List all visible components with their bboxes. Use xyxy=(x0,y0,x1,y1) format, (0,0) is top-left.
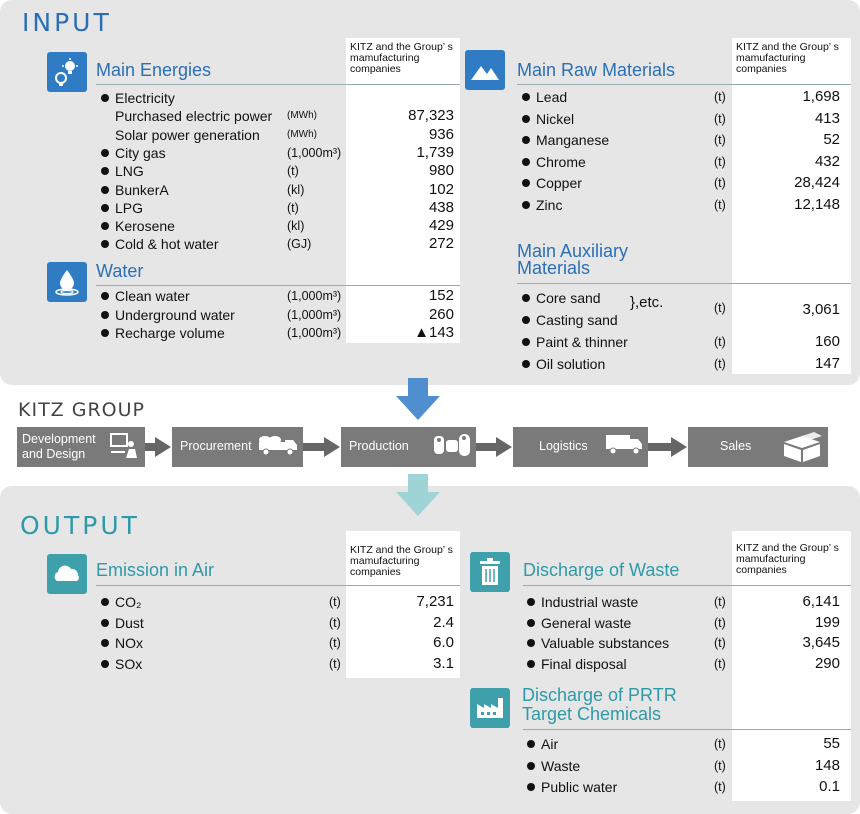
list-item xyxy=(101,199,456,217)
item-label: Electricity xyxy=(115,90,175,106)
item-value: 980 xyxy=(428,162,454,180)
pipe-fittings-icon xyxy=(432,432,472,463)
lightbulb-plug-icon xyxy=(47,52,87,92)
item-value: 0.1 xyxy=(819,778,840,795)
list-item xyxy=(527,757,842,775)
item-value: 52 xyxy=(823,131,840,148)
item-unit: (1,000m³) xyxy=(287,326,342,340)
item-unit: (t) xyxy=(329,656,341,671)
item-label: Paint & thinner xyxy=(536,334,628,350)
item-value: 3,645 xyxy=(802,634,840,651)
list-item xyxy=(522,110,842,128)
arrow-down-output-icon xyxy=(394,474,442,518)
item-label: Solar power generation xyxy=(115,126,260,143)
item-unit: (t) xyxy=(714,737,726,751)
list-item xyxy=(522,355,842,373)
sand-brace-etc: },etc. xyxy=(630,294,664,311)
factory-icon xyxy=(470,688,510,728)
flow-arrow-icon xyxy=(324,437,340,457)
emission-title: Emission in Air xyxy=(96,560,215,580)
item-unit: (t) xyxy=(329,636,341,650)
bullet-icon xyxy=(527,619,535,627)
item-value: 438 xyxy=(428,198,454,216)
item-unit: (t) xyxy=(329,615,341,630)
raw-materials-title: Main Raw Materials xyxy=(517,60,676,80)
flow-step-label: Development xyxy=(22,432,96,446)
item-value: 152 xyxy=(428,287,454,304)
waste-rule xyxy=(523,585,851,586)
item-value: 160 xyxy=(814,333,840,350)
mountain-icon xyxy=(465,50,505,90)
item-unit: (MWh) xyxy=(287,128,317,140)
item-label: Underground water xyxy=(115,306,235,323)
list-item xyxy=(101,634,456,652)
item-value: 7,231 xyxy=(416,593,454,610)
bullet-icon xyxy=(527,783,535,791)
item-value: 260 xyxy=(428,305,454,323)
prtr-title-2: Target Chemicals xyxy=(522,704,662,724)
item-value: 199 xyxy=(814,613,840,631)
item-value: 6.0 xyxy=(433,634,454,651)
item-unit: (t) xyxy=(714,595,726,609)
item-label: Chrome xyxy=(536,153,586,170)
list-item xyxy=(527,593,842,611)
list-item xyxy=(101,235,456,253)
item-label: SOx xyxy=(115,655,143,672)
kitz-group-title: KITZ GROUP xyxy=(18,399,145,421)
item-unit: (t) xyxy=(714,780,726,794)
bullet-icon xyxy=(101,186,109,194)
item-unit: (t) xyxy=(714,154,726,169)
item-label: Oil solution xyxy=(536,356,606,372)
item-value: 148 xyxy=(814,756,840,774)
bullet-icon xyxy=(527,639,535,647)
flow-arrow-icon xyxy=(671,437,687,457)
bullet-icon xyxy=(101,149,109,157)
flow-step-production xyxy=(341,427,476,467)
item-label: Manganese xyxy=(536,132,610,148)
bullet-icon xyxy=(101,598,109,606)
item-label: Dust xyxy=(115,614,144,631)
list-item xyxy=(522,174,842,192)
water-drop-icon xyxy=(47,262,87,302)
flow-step-label: Procurement xyxy=(180,439,252,453)
flow-arrow-icon xyxy=(155,437,171,457)
list-item xyxy=(101,181,456,199)
list-item xyxy=(522,333,842,351)
bullet-icon xyxy=(101,240,109,248)
sand-value: 3,061 xyxy=(802,301,840,318)
bullet-icon xyxy=(527,598,535,606)
list-item xyxy=(101,287,456,305)
bullet-icon xyxy=(101,222,109,230)
item-label: Industrial waste xyxy=(541,594,639,610)
item-unit: (t) xyxy=(287,200,299,215)
raw-materials-rule xyxy=(517,84,851,85)
item-label: Public water xyxy=(541,779,618,795)
cloud-icon xyxy=(47,554,87,594)
item-value: 6,141 xyxy=(802,593,840,610)
designer-desk-icon xyxy=(109,432,141,463)
input-title: INPUT xyxy=(22,8,112,37)
flow-step-label: Production xyxy=(349,439,409,453)
item-label: NOx xyxy=(115,635,143,651)
item-unit: (t) xyxy=(714,615,726,630)
list-item xyxy=(522,196,842,214)
list-item xyxy=(101,655,456,673)
item-label: Final disposal xyxy=(541,655,627,672)
item-value: 936 xyxy=(428,125,454,143)
bullet-icon xyxy=(527,762,535,770)
item-value: 429 xyxy=(428,217,454,235)
list-item xyxy=(527,655,842,673)
aux-materials-rule xyxy=(517,283,851,284)
input-right-col-header: KITZ and the Group’ s mamufacturing companies xyxy=(736,41,839,75)
list-item xyxy=(101,162,456,180)
item-label: Clean water xyxy=(115,288,190,304)
bullet-icon xyxy=(522,294,530,302)
list-item xyxy=(527,634,842,652)
item-label: Valuable substances xyxy=(541,635,670,651)
item-label: LNG xyxy=(115,163,144,180)
output-title: OUTPUT xyxy=(20,511,140,540)
list-item-core-sand: Core sand xyxy=(522,289,842,307)
item-label: Purchased electric power xyxy=(115,108,273,125)
item-label: Zinc xyxy=(536,196,563,213)
flow-step-development xyxy=(17,427,145,467)
energies-rule xyxy=(96,84,460,85)
list-item xyxy=(101,324,456,342)
item-unit: (t) xyxy=(287,164,299,179)
bullet-icon xyxy=(101,204,109,212)
bullet-icon xyxy=(522,136,530,144)
bullet-icon xyxy=(101,660,109,668)
list-item-casting-sand: Casting sand xyxy=(522,311,842,329)
bullet-icon xyxy=(522,316,530,324)
prtr-title-1: Discharge of PRTR xyxy=(522,685,677,705)
item-label: Lead xyxy=(536,89,568,105)
flow-arrow-icon xyxy=(496,437,512,457)
item-value: 1,739 xyxy=(416,143,454,161)
bullet-icon xyxy=(522,360,530,368)
flow-step-sales xyxy=(688,427,828,467)
output-left-col-header: KITZ and the Group’ s mamufacturing companies xyxy=(350,544,453,578)
list-item xyxy=(527,735,842,753)
list-item xyxy=(522,153,842,171)
item-value: 2.4 xyxy=(433,613,454,631)
list-item xyxy=(101,107,456,125)
flow-step-label: Logistics xyxy=(539,439,588,453)
item-value: 432 xyxy=(814,152,840,170)
list-item xyxy=(527,778,842,796)
item-unit: (MWh) xyxy=(287,110,317,122)
item-label: City gas xyxy=(115,144,166,161)
item-unit: (GJ) xyxy=(287,237,312,252)
prtr-rule xyxy=(523,729,851,730)
box-icon xyxy=(780,432,824,467)
item-unit: (1,000m³) xyxy=(287,145,342,160)
flow-step-label: Sales xyxy=(720,439,752,453)
item-unit: (t) xyxy=(714,758,726,773)
item-label: Waste xyxy=(541,757,581,774)
bullet-icon xyxy=(101,329,109,337)
water-rule xyxy=(96,285,460,286)
item-unit: (kl) xyxy=(287,182,305,197)
item-label: General waste xyxy=(541,614,632,631)
bullet-icon xyxy=(522,179,530,187)
item-value: ▲143 xyxy=(414,324,454,341)
flow-step-label-2: and Design xyxy=(22,447,86,461)
trash-bin-icon xyxy=(470,552,510,592)
item-unit: (1,000m³) xyxy=(287,307,342,322)
bullet-icon xyxy=(522,158,530,166)
item-value: 28,424 xyxy=(794,174,840,191)
waste-title: Discharge of Waste xyxy=(523,560,680,580)
input-left-col-header: KITZ and the Group’ s mamufacturing companies xyxy=(350,41,453,75)
list-item xyxy=(522,88,842,106)
item-unit: (t) xyxy=(329,595,341,609)
list-item xyxy=(522,131,842,149)
truck-icon xyxy=(604,432,644,459)
item-unit: (t) xyxy=(714,197,726,212)
item-value: 102 xyxy=(428,180,454,198)
list-item xyxy=(101,306,456,324)
flow-step-procurement xyxy=(172,427,303,467)
bullet-icon xyxy=(522,338,530,346)
item-unit: (1,000m³) xyxy=(287,289,342,303)
item-unit: (t) xyxy=(714,636,726,650)
list-item xyxy=(101,89,456,107)
list-item xyxy=(101,126,456,144)
bullet-icon xyxy=(101,639,109,647)
bullet-icon xyxy=(101,94,109,102)
item-value: 3.1 xyxy=(433,654,454,672)
water-title: Water xyxy=(96,261,144,281)
list-item xyxy=(527,614,842,632)
item-label: Nickel xyxy=(536,110,575,127)
flow-step-logistics xyxy=(513,427,648,467)
list-item xyxy=(101,217,456,235)
aux-materials-title-2: Materials xyxy=(517,258,591,278)
item-label: Air xyxy=(541,736,559,752)
item-unit: (t) xyxy=(714,133,726,147)
item-label: Kerosene xyxy=(115,218,175,235)
bullet-icon xyxy=(522,115,530,123)
item-label: CO₂ xyxy=(115,594,142,610)
item-unit: (t) xyxy=(714,90,726,104)
list-item xyxy=(101,144,456,162)
sand-unit: (t) xyxy=(714,301,726,315)
delivery-truck-icon xyxy=(257,432,299,459)
item-unit: (t) xyxy=(714,656,726,671)
item-unit: (t) xyxy=(714,111,726,126)
item-value: 147 xyxy=(814,355,840,372)
item-unit: (t) xyxy=(714,335,726,349)
energies-title: Main Energies xyxy=(96,60,212,80)
bullet-icon xyxy=(101,292,109,300)
item-value: 87,323 xyxy=(408,107,454,125)
item-value: 272 xyxy=(428,235,454,253)
item-unit: (t) xyxy=(714,176,726,190)
arrow-down-input-icon xyxy=(394,378,442,422)
item-value: 290 xyxy=(814,654,840,672)
emission-rule xyxy=(96,585,460,586)
item-unit: (kl) xyxy=(287,219,305,234)
item-value: 55 xyxy=(823,735,840,752)
output-right-col-header: KITZ and the Group’ s mamufacturing companies xyxy=(736,542,839,576)
item-value: 12,148 xyxy=(794,195,840,213)
bullet-icon xyxy=(527,740,535,748)
item-label: BunkerA xyxy=(115,181,169,198)
bullet-icon xyxy=(522,93,530,101)
item-unit: (t) xyxy=(714,357,726,371)
bullet-icon xyxy=(527,660,535,668)
aux-materials-title-1: Main Auxiliary xyxy=(517,241,629,261)
item-label: Recharge volume xyxy=(115,325,225,341)
item-label: LPG xyxy=(115,199,144,216)
item-value: 1,698 xyxy=(802,88,840,105)
item-label: Copper xyxy=(536,175,582,191)
item-value: 413 xyxy=(814,109,840,127)
list-item xyxy=(101,593,456,611)
list-item xyxy=(101,614,456,632)
bullet-icon xyxy=(101,619,109,627)
bullet-icon xyxy=(101,311,109,319)
bullet-icon xyxy=(101,167,109,175)
bullet-icon xyxy=(522,201,530,209)
item-label: Cold & hot water xyxy=(115,236,219,253)
